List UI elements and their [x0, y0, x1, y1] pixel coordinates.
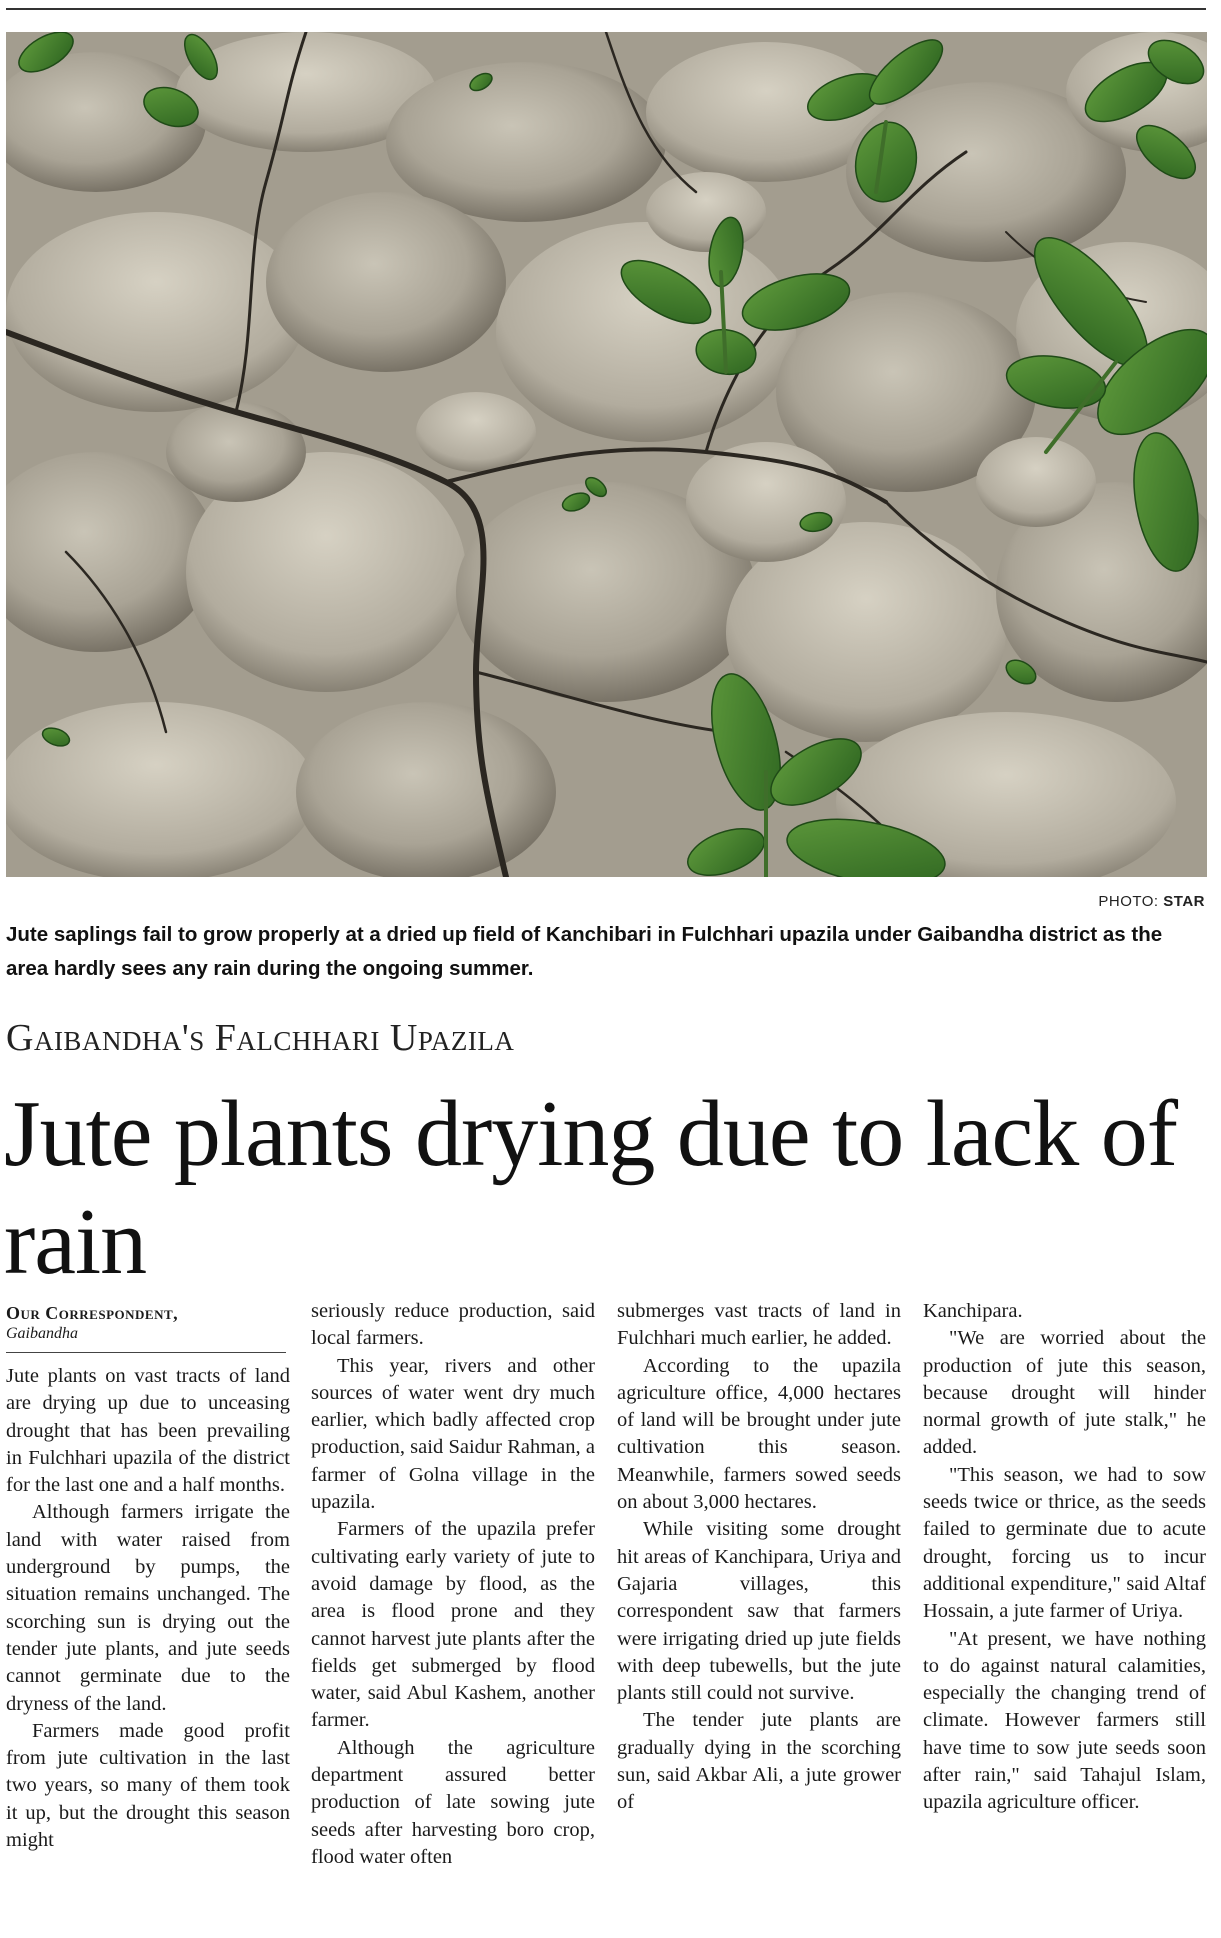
paragraph: Jute plants on vast tracts of land are drying up due to unceasing drought that has been prevailing in Fulchhari upazila of the district for the last one and a half months.: [6, 1365, 290, 1497]
paragraph: Kanchipara.: [923, 1300, 1023, 1322]
paragraph: Although farmers irrigate the land with water raised from underground by pumps, the situation remains unchanged. The scorching sun is drying out the tender jute plants, and jute seeds cannot germinate due to the dryness of the land.: [6, 1501, 290, 1715]
paragraph: The tender jute plants are gradually dying in the scorching sun, said Akbar Ali, a jute grower of: [617, 1709, 901, 1814]
article-column-1: [6, 1363, 290, 1938]
photo-image: [6, 32, 1207, 877]
paragraph: seriously reduce production, said local farmers.: [311, 1300, 595, 1350]
byline: [6, 1302, 286, 1344]
paragraph: While visiting some drought hit areas of Kanchipara, Uriya and Gajaria villages, this correspondent saw that farmers were irrigating dried up jute fields with deep tubewells, but the jute plants still could not survive.: [617, 1518, 901, 1705]
paragraph: "We are worried about the production of jute this season, because drought will hinder normal growth of jute stalk," he added.: [923, 1327, 1206, 1459]
paragraph: "At present, we have nothing to do against natural calamities, especially the changing trend of climate. However farmers still have time to sow jute seeds soon after rain," said Tahajul Islam, upazila agriculture officer.: [923, 1627, 1206, 1814]
paragraph: This year, rivers and other sources of water went dry much earlier, which badly affected crop production, said Saidur Rahman, a farmer of Golna village in the upazila.: [311, 1354, 595, 1514]
article-column-3: [617, 1298, 901, 1938]
headline: Jute plants drying due to lack of rain: [4, 1082, 1178, 1294]
paragraph: submerges vast tracts of land in Fulchhari much earlier, he added.: [617, 1300, 901, 1350]
photo-credit-label: PHOTO:: [1098, 893, 1159, 910]
news-photo: [6, 32, 1207, 877]
photo-credit-source: STAR: [1163, 893, 1205, 910]
photo-credit: [1098, 893, 1205, 910]
paragraph: Although the agriculture department assured better production of late sowing jute seeds after harvesting boro crop, flood water often: [311, 1736, 595, 1868]
kicker: Gaibandha's Falchhari Upazila: [6, 1017, 515, 1059]
article-column-4: [923, 1298, 1206, 1938]
byline-place: Gaibandha: [6, 1325, 78, 1342]
paragraph: According to the upazila agriculture office, 4,000 hectares of land will be brought under jute cultivation this season. Meanwhile, farmers sowed seeds on about 3,000 hectares.: [617, 1354, 901, 1514]
paragraph: Farmers of the upazila prefer cultivating early variety of jute to avoid damage by flood, as the area is flood prone and they cannot harvest jute plants after the fields get submerged by flood water, said Abul Kashem, another farmer.: [311, 1518, 595, 1732]
byline-rule: [6, 1352, 286, 1353]
article-column-2: [311, 1298, 595, 1938]
top-rule: [6, 8, 1206, 10]
paragraph: Farmers made good profit from jute cultivation in the last two years, so many of them took it up, but the drought this season might: [6, 1719, 290, 1852]
paragraph: "This season, we had to sow seeds twice or thrice, as the seeds failed to germinate due to acute drought, forcing us to incur additional expenditure," said Altaf Hossain, a jute farmer of Uriya.: [923, 1463, 1206, 1623]
byline-name: Our Correspondent,: [6, 1303, 179, 1323]
photo-caption: Jute saplings fail to grow properly at a dried up field of Kanchibari in Fulchhari upazila under Gaibandha district as the area hardly sees any rain during the ongoing summer.: [6, 923, 1163, 980]
